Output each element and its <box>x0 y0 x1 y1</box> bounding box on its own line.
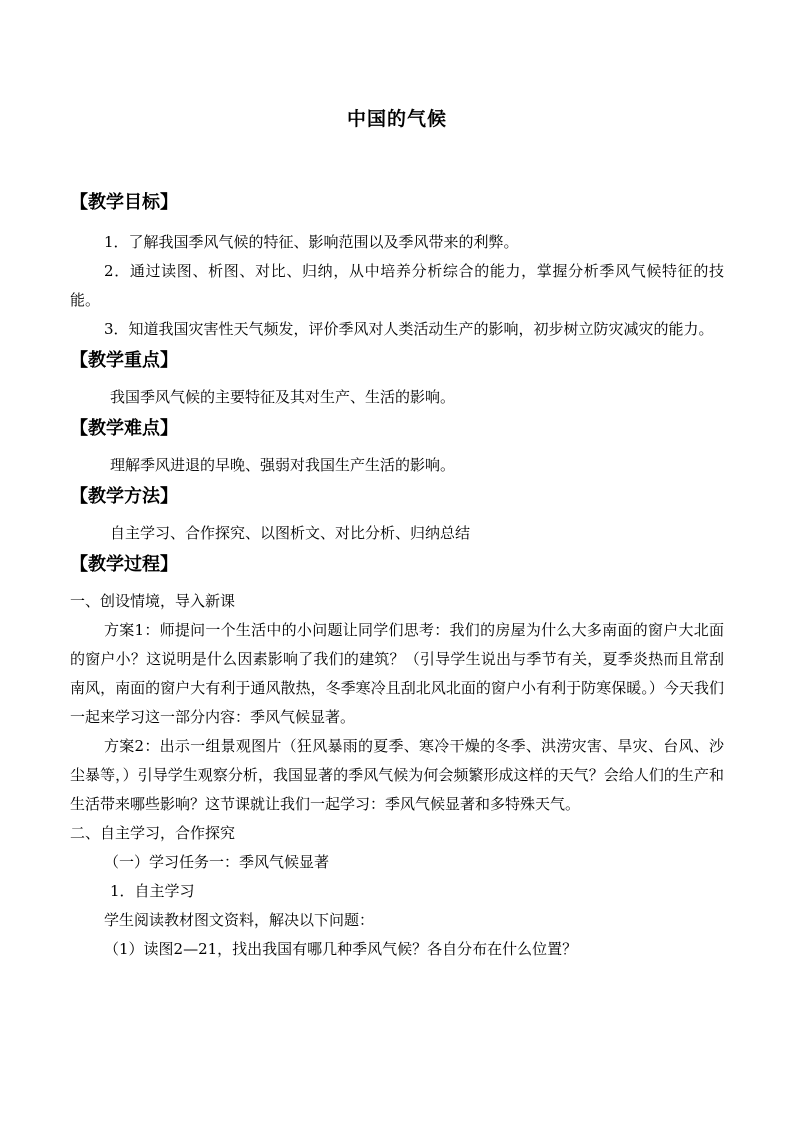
objective-item-1: 1．了解我国季风气候的特征、影响范围以及季风带来的利弊。 <box>104 233 519 251</box>
instruction-text: 学生阅读教材图文资料，解决以下问题： <box>104 911 375 929</box>
objective-item-2: 2．通过读图、析图、对比、归纳，从中培养分析综合的能力，掌握分析季风气候特征的技能。 <box>70 262 724 309</box>
task-1-title: （一）学习任务一：季风气候显著 <box>104 853 330 871</box>
step-1-title: 1．自主学习 <box>110 882 195 900</box>
question-1-text: （1）读图2—21，找出我国有哪几种季风气候？各自分布在什么位置？ <box>104 940 578 958</box>
methods-text: 自主学习、合作探究、以图析文、对比分析、归纳总结 <box>110 524 471 542</box>
methods-heading: 【教学方法】 <box>70 486 178 507</box>
section-2-title: 二、自主学习，合作探究 <box>70 824 236 842</box>
process-heading: 【教学过程】 <box>70 554 178 575</box>
difficulties-text: 理解季风进退的早晚、强弱对我国生产生活的影响。 <box>110 456 456 474</box>
difficulties-heading: 【教学难点】 <box>70 418 178 439</box>
objectives-heading: 【教学目标】 <box>70 192 178 213</box>
page-title: 中国的气候 <box>346 108 447 130</box>
plan-1-text: 方案1：师提问一个生活中的小问题让同学们思考：我们的房屋为什么大多南面的窗户大北面的窗户小？这说明是什么因素影响了我们的建筑？（引导学生说出与季节有关，夏季炎热而且常刮南风，南面的窗户大有利于通风散热，冬季寒冷且刮北风北面的窗户小有利于防寒保暖。）今天我们一起来学习这一部分内容：季风气候显著。 <box>70 621 724 726</box>
key-points-heading: 【教学重点】 <box>70 350 178 371</box>
key-points-text: 我国季风气候的主要特征及其对生产、生活的影响。 <box>110 388 456 406</box>
document-body <box>70 186 724 964</box>
plan-2-text: 方案2：出示一组景观图片（狂风暴雨的夏季、寒冷干燥的冬季、洪涝灾害、旱灾、台风、沙尘暴等，）引导学生观察分析，我国显著的季风气候为何会频繁形成这样的天气？会给人们的生产和生活带来哪些影响？这节课就让我们一起学习：季风气候显著和多特殊天气。 <box>70 737 724 813</box>
objective-item-3: 3．知道我国灾害性天气频发，评价季风对人类活动生产的影响，初步树立防灾减灾的能力。 <box>104 320 714 338</box>
section-1-title: 一、创设情境，导入新课 <box>70 592 236 610</box>
